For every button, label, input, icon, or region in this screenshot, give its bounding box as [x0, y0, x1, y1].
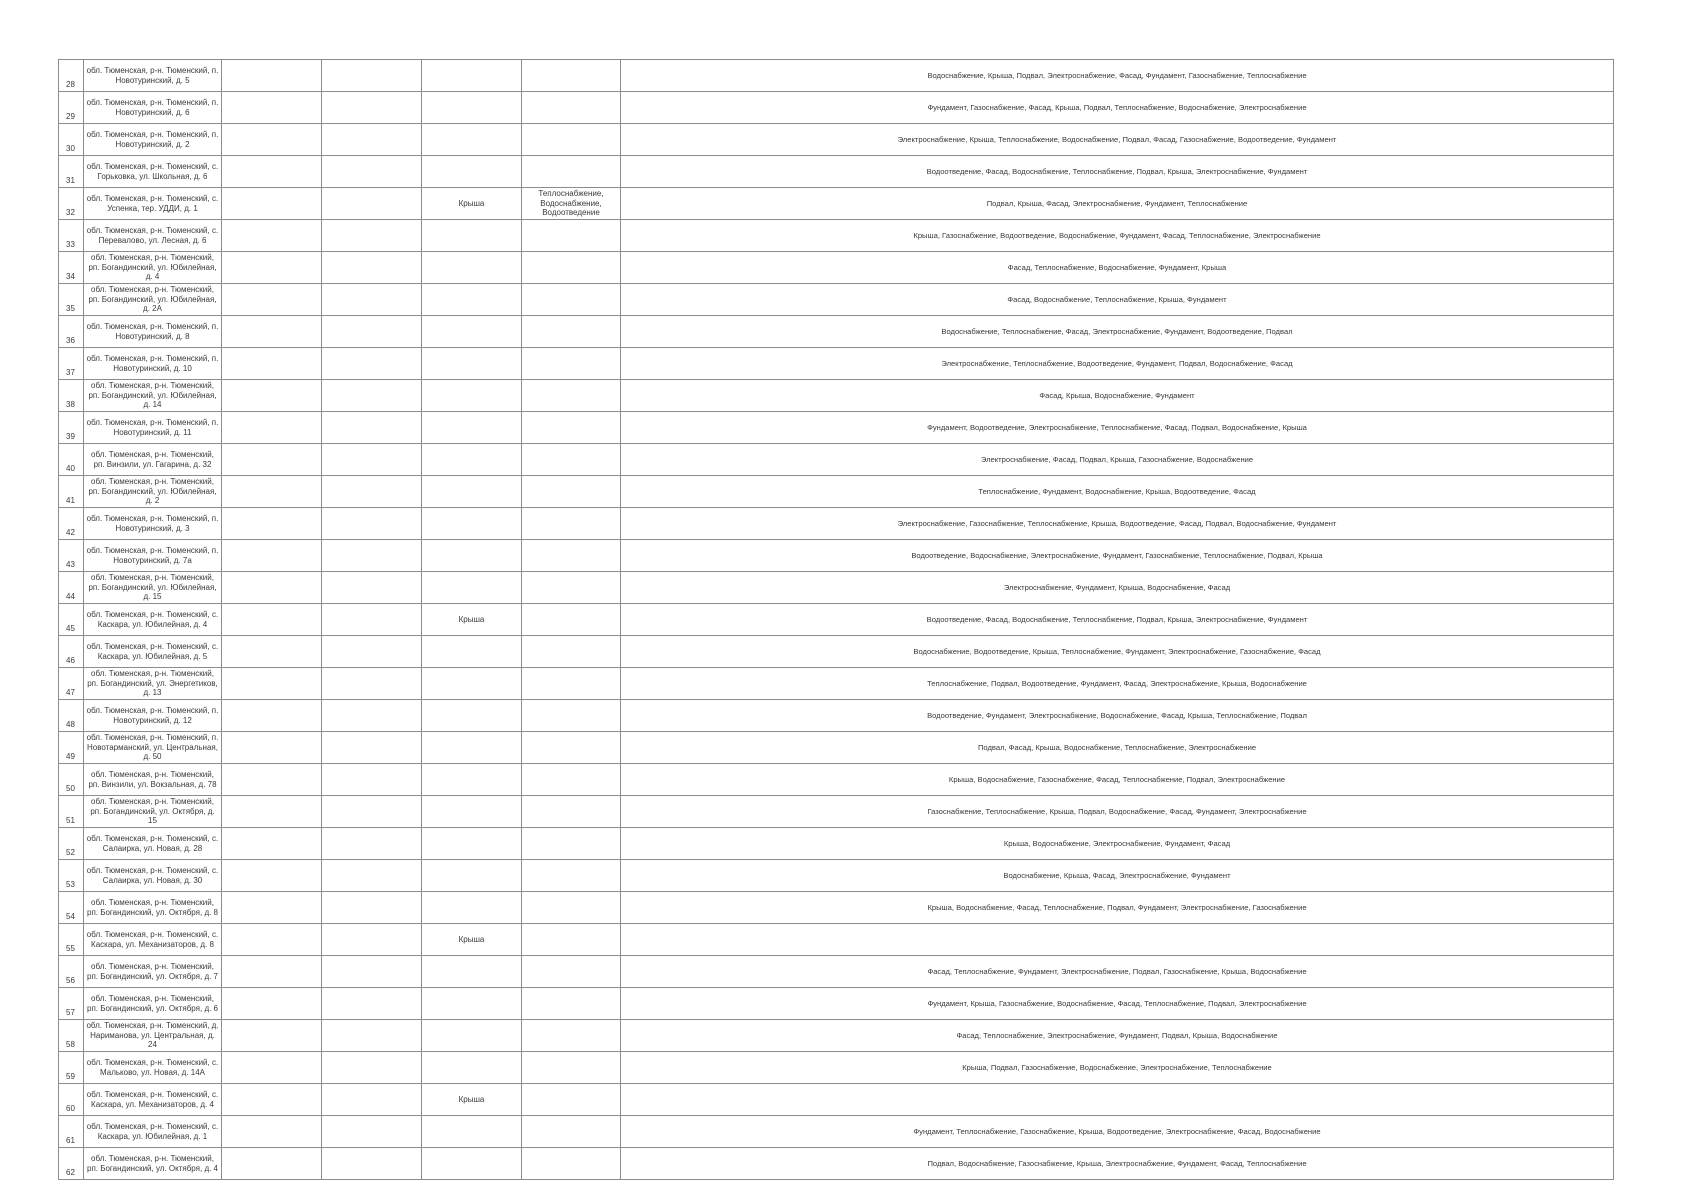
- column-4-cell: [322, 700, 422, 732]
- address-cell: обл. Тюменская, р-н. Тюменский, с. Салаирка, ул. Новая, д. 30: [84, 860, 222, 892]
- column-4-cell: [322, 540, 422, 572]
- column-6-cell: [522, 604, 621, 636]
- column-3-cell: [222, 1020, 322, 1052]
- column-5-cell: [422, 1148, 522, 1180]
- address-cell: обл. Тюменская, р-н. Тюменский, рп. Богандинский, ул. Юбилейная, д. 4: [84, 252, 222, 284]
- table-row: [59, 796, 1614, 828]
- works-cell: Электроснабжение, Фундамент, Крыша, Водоснабжение, Фасад: [621, 572, 1614, 604]
- row-number: 31: [59, 156, 84, 188]
- works-cell: Крыша, Водоснабжение, Фасад, Теплоснабжение, Подвал, Фундамент, Электроснабжение, Газоснабжение: [621, 892, 1614, 924]
- column-5-cell: [422, 796, 522, 828]
- column-5-cell: Крыша: [422, 1084, 522, 1116]
- column-5-cell: Крыша: [422, 604, 522, 636]
- row-number: 47: [59, 668, 84, 700]
- column-5-cell: [422, 508, 522, 540]
- row-number: 40: [59, 444, 84, 476]
- column-3-cell: [222, 572, 322, 604]
- address-cell: обл. Тюменская, р-н. Тюменский, п. Новотуринский, д. 3: [84, 508, 222, 540]
- table-row: [59, 316, 1614, 348]
- works-cell: Теплоснабжение, Подвал, Водоотведение, Фундамент, Фасад, Электроснабжение, Крыша, Водоснабжение: [621, 668, 1614, 700]
- row-number: 38: [59, 380, 84, 412]
- works-cell: Крыша, Подвал, Газоснабжение, Водоснабжение, Электроснабжение, Теплоснабжение: [621, 1052, 1614, 1084]
- address-cell: обл. Тюменская, р-н. Тюменский, п. Новотуринский, д. 5: [84, 60, 222, 92]
- column-6-cell: [522, 540, 621, 572]
- works-cell: Фасад, Водоснабжение, Теплоснабжение, Крыша, Фундамент: [621, 284, 1614, 316]
- address-cell: обл. Тюменская, р-н. Тюменский, с. Каскара, ул. Механизаторов, д. 8: [84, 924, 222, 956]
- row-number: 36: [59, 316, 84, 348]
- column-3-cell: [222, 956, 322, 988]
- table-row: [59, 700, 1614, 732]
- works-cell: Газоснабжение, Теплоснабжение, Крыша, Подвал, Водоснабжение, Фасад, Фундамент, Электроснабжение: [621, 796, 1614, 828]
- works-cell: Водоснабжение, Крыша, Подвал, Электроснабжение, Фасад, Фундамент, Газоснабжение, Теплоснабжение: [621, 60, 1614, 92]
- column-4-cell: [322, 1020, 422, 1052]
- row-number: 59: [59, 1052, 84, 1084]
- column-3-cell: [222, 220, 322, 252]
- column-3-cell: [222, 988, 322, 1020]
- column-4-cell: [322, 412, 422, 444]
- column-3-cell: [222, 860, 322, 892]
- column-5-cell: Крыша: [422, 924, 522, 956]
- column-3-cell: [222, 156, 322, 188]
- row-number: 45: [59, 604, 84, 636]
- column-4-cell: [322, 668, 422, 700]
- column-6-cell: [522, 220, 621, 252]
- row-number: 32: [59, 188, 84, 220]
- column-6-cell: [522, 476, 621, 508]
- address-cell: обл. Тюменская, р-н. Тюменский, рп. Богандинский, ул. Юбилейная, д. 2: [84, 476, 222, 508]
- column-5-cell: [422, 380, 522, 412]
- address-cell: обл. Тюменская, р-н. Тюменский, п. Новотуринский, д. 12: [84, 700, 222, 732]
- column-3-cell: [222, 284, 322, 316]
- column-5-cell: [422, 636, 522, 668]
- column-4-cell: [322, 572, 422, 604]
- column-5-cell: [422, 1116, 522, 1148]
- column-5-cell: [422, 348, 522, 380]
- column-4-cell: [322, 188, 422, 220]
- column-5-cell: [422, 1020, 522, 1052]
- column-3-cell: [222, 796, 322, 828]
- column-5-cell: [422, 668, 522, 700]
- column-6-cell: [522, 924, 621, 956]
- address-cell: обл. Тюменская, р-н. Тюменский, с. Каскара, ул. Механизаторов, д. 4: [84, 1084, 222, 1116]
- table-row: [59, 604, 1614, 636]
- column-6-cell: [522, 156, 621, 188]
- column-4-cell: [322, 476, 422, 508]
- table-row: [59, 1052, 1614, 1084]
- table-row: [59, 764, 1614, 796]
- row-number: 44: [59, 572, 84, 604]
- column-4-cell: [322, 764, 422, 796]
- column-5-cell: [422, 764, 522, 796]
- column-4-cell: [322, 316, 422, 348]
- address-cell: обл. Тюменская, р-н. Тюменский, рп. Богандинский, ул. Юбилейная, д. 14: [84, 380, 222, 412]
- works-cell: Водоснабжение, Водоотведение, Крыша, Теплоснабжение, Фундамент, Электроснабжение, Газоснабжение, Фасад: [621, 636, 1614, 668]
- table-row: [59, 92, 1614, 124]
- column-5-cell: [422, 92, 522, 124]
- column-4-cell: [322, 220, 422, 252]
- address-cell: обл. Тюменская, р-н. Тюменский, рп. Винзили, ул. Вокзальная, д. 78: [84, 764, 222, 796]
- works-cell: Фундамент, Водоотведение, Электроснабжение, Теплоснабжение, Фасад, Подвал, Водоснабжение, Крыша: [621, 412, 1614, 444]
- row-number: 37: [59, 348, 84, 380]
- column-3-cell: [222, 252, 322, 284]
- table-row: [59, 284, 1614, 316]
- table-row: [59, 1084, 1614, 1116]
- column-5-cell: [422, 284, 522, 316]
- column-5-cell: [422, 156, 522, 188]
- row-number: 39: [59, 412, 84, 444]
- works-cell: Крыша, Водоснабжение, Газоснабжение, Фасад, Теплоснабжение, Подвал, Электроснабжение: [621, 764, 1614, 796]
- column-4-cell: [322, 508, 422, 540]
- column-3-cell: [222, 380, 322, 412]
- column-4-cell: [322, 732, 422, 764]
- column-5-cell: [422, 956, 522, 988]
- table-row: [59, 60, 1614, 92]
- column-4-cell: [322, 156, 422, 188]
- column-4-cell: [322, 796, 422, 828]
- column-3-cell: [222, 316, 322, 348]
- column-4-cell: [322, 1052, 422, 1084]
- works-cell: Водоснабжение, Теплоснабжение, Фасад, Электроснабжение, Фундамент, Водоотведение, Подвал: [621, 316, 1614, 348]
- row-number: 46: [59, 636, 84, 668]
- column-3-cell: [222, 668, 322, 700]
- column-3-cell: [222, 412, 322, 444]
- column-3-cell: [222, 444, 322, 476]
- address-cell: обл. Тюменская, р-н. Тюменский, рп. Богандинский, ул. Октября, д. 4: [84, 1148, 222, 1180]
- row-number: 28: [59, 60, 84, 92]
- column-4-cell: [322, 348, 422, 380]
- column-4-cell: [322, 60, 422, 92]
- column-5-cell: [422, 220, 522, 252]
- column-5-cell: [422, 476, 522, 508]
- table-row: [59, 668, 1614, 700]
- table-row: [59, 188, 1614, 220]
- works-cell: Фундамент, Крыша, Газоснабжение, Водоснабжение, Фасад, Теплоснабжение, Подвал, Электроснабжение: [621, 988, 1614, 1020]
- address-cell: обл. Тюменская, р-н. Тюменский, рп. Богандинский, ул. Энергетиков, д. 13: [84, 668, 222, 700]
- table-row: [59, 860, 1614, 892]
- address-cell: обл. Тюменская, р-н. Тюменский, п. Новотуринский, д. 2: [84, 124, 222, 156]
- works-cell: Электроснабжение, Теплоснабжение, Водоотведение, Фундамент, Подвал, Водоснабжение, Фасад: [621, 348, 1614, 380]
- works-cell: Теплоснабжение, Фундамент, Водоснабжение, Крыша, Водоотведение, Фасад: [621, 476, 1614, 508]
- works-cell: Водоотведение, Фасад, Водоснабжение, Теплоснабжение, Подвал, Крыша, Электроснабжение, Фундамент: [621, 156, 1614, 188]
- column-5-cell: [422, 1052, 522, 1084]
- address-cell: обл. Тюменская, р-н. Тюменский, рп. Богандинский, ул. Юбилейная, д. 15: [84, 572, 222, 604]
- address-cell: обл. Тюменская, р-н. Тюменский, рп. Богандинский, ул. Октября, д. 7: [84, 956, 222, 988]
- column-6-cell: [522, 412, 621, 444]
- column-4-cell: [322, 636, 422, 668]
- column-5-cell: [422, 892, 522, 924]
- row-number: 42: [59, 508, 84, 540]
- works-cell: Фундамент, Теплоснабжение, Газоснабжение, Крыша, Водоотведение, Электроснабжение, Фасад, Водоснабжение: [621, 1116, 1614, 1148]
- column-4-cell: [322, 252, 422, 284]
- column-3-cell: [222, 124, 322, 156]
- row-number: 53: [59, 860, 84, 892]
- works-cell: Фасад, Теплоснабжение, Электроснабжение, Фундамент, Подвал, Крыша, Водоснабжение: [621, 1020, 1614, 1052]
- address-cell: обл. Тюменская, р-н. Тюменский, с. Перевалово, ул. Лесная, д. 6: [84, 220, 222, 252]
- column-6-cell: [522, 124, 621, 156]
- address-cell: обл. Тюменская, р-н. Тюменский, с. Каскара, ул. Юбилейная, д. 4: [84, 604, 222, 636]
- table-row: [59, 1116, 1614, 1148]
- column-6-cell: [522, 700, 621, 732]
- row-number: 30: [59, 124, 84, 156]
- works-cell: Фасад, Теплоснабжение, Фундамент, Электроснабжение, Подвал, Газоснабжение, Крыша, Водоснабжение: [621, 956, 1614, 988]
- column-4-cell: [322, 892, 422, 924]
- table-row: [59, 988, 1614, 1020]
- address-cell: обл. Тюменская, р-н. Тюменский, п. Новотарманский, ул. Центральная, д. 50: [84, 732, 222, 764]
- row-number: 43: [59, 540, 84, 572]
- row-number: 61: [59, 1116, 84, 1148]
- table-row: [59, 252, 1614, 284]
- column-4-cell: [322, 1084, 422, 1116]
- address-cell: обл. Тюменская, р-н. Тюменский, с. Мальково, ул. Новая, д. 14А: [84, 1052, 222, 1084]
- works-cell: [621, 1084, 1614, 1116]
- column-5-cell: [422, 988, 522, 1020]
- column-6-cell: [522, 1148, 621, 1180]
- works-cell: Водоснабжение, Крыша, Фасад, Электроснабжение, Фундамент: [621, 860, 1614, 892]
- column-6-cell: [522, 1084, 621, 1116]
- column-4-cell: [322, 988, 422, 1020]
- column-5-cell: [422, 252, 522, 284]
- column-6-cell: [522, 732, 621, 764]
- column-6-cell: [522, 284, 621, 316]
- works-cell: Подвал, Фасад, Крыша, Водоснабжение, Теплоснабжение, Электроснабжение: [621, 732, 1614, 764]
- column-3-cell: [222, 540, 322, 572]
- row-number: 56: [59, 956, 84, 988]
- column-3-cell: [222, 828, 322, 860]
- column-4-cell: [322, 924, 422, 956]
- column-3-cell: [222, 1084, 322, 1116]
- column-4-cell: [322, 92, 422, 124]
- address-cell: обл. Тюменская, р-н. Тюменский, с. Успенка, тер. УДДИ, д. 1: [84, 188, 222, 220]
- column-5-cell: [422, 700, 522, 732]
- column-3-cell: [222, 476, 322, 508]
- table-row: [59, 348, 1614, 380]
- column-6-cell: [522, 668, 621, 700]
- address-cell: обл. Тюменская, р-н. Тюменский, п. Новотуринский, д. 7а: [84, 540, 222, 572]
- column-5-cell: [422, 316, 522, 348]
- column-6-cell: [522, 988, 621, 1020]
- column-3-cell: [222, 732, 322, 764]
- row-number: 49: [59, 732, 84, 764]
- address-cell: обл. Тюменская, р-н. Тюменский, рп. Богандинский, ул. Октября, д. 6: [84, 988, 222, 1020]
- column-4-cell: [322, 828, 422, 860]
- column-6-cell: [522, 380, 621, 412]
- column-5-cell: [422, 828, 522, 860]
- table-row: [59, 540, 1614, 572]
- column-3-cell: [222, 604, 322, 636]
- works-cell: Крыша, Газоснабжение, Водоотведение, Водоснабжение, Фундамент, Фасад, Теплоснабжение, Электроснабжение: [621, 220, 1614, 252]
- address-cell: обл. Тюменская, р-н. Тюменский, с. Каскара, ул. Юбилейная, д. 1: [84, 1116, 222, 1148]
- column-6-cell: [522, 764, 621, 796]
- row-number: 62: [59, 1148, 84, 1180]
- column-6-cell: Теплоснабжение, Водоснабжение, Водоотведение: [522, 188, 621, 220]
- column-4-cell: [322, 284, 422, 316]
- row-number: 48: [59, 700, 84, 732]
- table-row: [59, 380, 1614, 412]
- column-4-cell: [322, 380, 422, 412]
- table-row: [59, 156, 1614, 188]
- column-3-cell: [222, 892, 322, 924]
- table-row: [59, 732, 1614, 764]
- row-number: 57: [59, 988, 84, 1020]
- column-6-cell: [522, 252, 621, 284]
- column-6-cell: [522, 828, 621, 860]
- works-cell: Фундамент, Газоснабжение, Фасад, Крыша, Подвал, Теплоснабжение, Водоснабжение, Электроснабжение: [621, 92, 1614, 124]
- column-3-cell: [222, 764, 322, 796]
- column-3-cell: [222, 1148, 322, 1180]
- column-6-cell: [522, 1052, 621, 1084]
- table-row: [59, 412, 1614, 444]
- table-row: [59, 572, 1614, 604]
- column-5-cell: [422, 860, 522, 892]
- column-5-cell: [422, 412, 522, 444]
- table-row: [59, 124, 1614, 156]
- row-number: 33: [59, 220, 84, 252]
- column-4-cell: [322, 860, 422, 892]
- address-cell: обл. Тюменская, р-н. Тюменский, рп. Богандинский, ул. Октября, д. 8: [84, 892, 222, 924]
- row-number: 35: [59, 284, 84, 316]
- column-6-cell: [522, 60, 621, 92]
- column-3-cell: [222, 92, 322, 124]
- column-4-cell: [322, 956, 422, 988]
- column-3-cell: [222, 508, 322, 540]
- works-cell: Электроснабжение, Крыша, Теплоснабжение, Водоснабжение, Подвал, Фасад, Газоснабжение, Водоотведение, Фундамент: [621, 124, 1614, 156]
- column-4-cell: [322, 124, 422, 156]
- table-row: [59, 1148, 1614, 1180]
- table-row: [59, 636, 1614, 668]
- address-cell: обл. Тюменская, р-н. Тюменский, п. Новотуринский, д. 8: [84, 316, 222, 348]
- column-6-cell: [522, 956, 621, 988]
- address-cell: обл. Тюменская, р-н. Тюменский, рп. Винзили, ул. Гагарина, д. 32: [84, 444, 222, 476]
- row-number: 58: [59, 1020, 84, 1052]
- column-6-cell: [522, 348, 621, 380]
- column-6-cell: [522, 796, 621, 828]
- column-6-cell: [522, 508, 621, 540]
- row-number: 50: [59, 764, 84, 796]
- works-cell: Водоотведение, Водоснабжение, Электроснабжение, Фундамент, Газоснабжение, Теплоснабжение, Подвал, Крыша: [621, 540, 1614, 572]
- table-row: [59, 508, 1614, 540]
- works-cell: Водоотведение, Фундамент, Электроснабжение, Водоснабжение, Фасад, Крыша, Теплоснабжение, Подвал: [621, 700, 1614, 732]
- address-cell: обл. Тюменская, р-н. Тюменский, с. Каскара, ул. Юбилейная, д. 5: [84, 636, 222, 668]
- column-6-cell: [522, 892, 621, 924]
- address-cell: обл. Тюменская, р-н. Тюменский, п. Новотуринский, д. 6: [84, 92, 222, 124]
- column-6-cell: [522, 636, 621, 668]
- column-3-cell: [222, 60, 322, 92]
- works-cell: [621, 924, 1614, 956]
- address-cell: обл. Тюменская, р-н. Тюменский, рп. Богандинский, ул. Юбилейная, д. 2А: [84, 284, 222, 316]
- column-5-cell: [422, 444, 522, 476]
- address-cell: обл. Тюменская, р-н. Тюменский, п. Новотуринский, д. 11: [84, 412, 222, 444]
- row-number: 41: [59, 476, 84, 508]
- column-6-cell: [522, 444, 621, 476]
- table-row: [59, 924, 1614, 956]
- column-5-cell: Крыша: [422, 188, 522, 220]
- column-5-cell: [422, 540, 522, 572]
- row-number: 34: [59, 252, 84, 284]
- table-row: [59, 828, 1614, 860]
- column-5-cell: [422, 124, 522, 156]
- column-5-cell: [422, 572, 522, 604]
- column-5-cell: [422, 60, 522, 92]
- works-cell: Крыша, Водоснабжение, Электроснабжение, Фундамент, Фасад: [621, 828, 1614, 860]
- column-4-cell: [322, 444, 422, 476]
- address-cell: обл. Тюменская, р-н. Тюменский, с. Горьковка, ул. Школьная, д. 6: [84, 156, 222, 188]
- address-cell: обл. Тюменская, р-н. Тюменский, рп. Богандинский, ул. Октября, д. 15: [84, 796, 222, 828]
- works-cell: Электроснабжение, Газоснабжение, Теплоснабжение, Крыша, Водоотведение, Фасад, Подвал, Водоснабжение, Фундамент: [621, 508, 1614, 540]
- column-3-cell: [222, 348, 322, 380]
- column-4-cell: [322, 604, 422, 636]
- column-5-cell: [422, 732, 522, 764]
- table-row: [59, 956, 1614, 988]
- works-cell: Фасад, Крыша, Водоснабжение, Фундамент: [621, 380, 1614, 412]
- works-cell: Фасад, Теплоснабжение, Водоснабжение, Фундамент, Крыша: [621, 252, 1614, 284]
- column-3-cell: [222, 1116, 322, 1148]
- column-3-cell: [222, 1052, 322, 1084]
- row-number: 54: [59, 892, 84, 924]
- houses-table: [58, 59, 1614, 1180]
- address-cell: обл. Тюменская, р-н. Тюменский, д. Нариманова, ул. Центральная, д. 24: [84, 1020, 222, 1052]
- row-number: 55: [59, 924, 84, 956]
- works-cell: Подвал, Крыша, Фасад, Электроснабжение, Фундамент, Теплоснабжение: [621, 188, 1614, 220]
- column-6-cell: [522, 1116, 621, 1148]
- column-4-cell: [322, 1116, 422, 1148]
- address-cell: обл. Тюменская, р-н. Тюменский, с. Салаирка, ул. Новая, д. 28: [84, 828, 222, 860]
- works-cell: Водоотведение, Фасад, Водоснабжение, Теплоснабжение, Подвал, Крыша, Электроснабжение, Фундамент: [621, 604, 1614, 636]
- table-row: [59, 892, 1614, 924]
- column-6-cell: [522, 316, 621, 348]
- table-row: [59, 444, 1614, 476]
- row-number: 29: [59, 92, 84, 124]
- works-cell: Электроснабжение, Фасад, Подвал, Крыша, Газоснабжение, Водоснабжение: [621, 444, 1614, 476]
- column-6-cell: [522, 860, 621, 892]
- column-6-cell: [522, 92, 621, 124]
- table-body: [59, 60, 1614, 1180]
- column-3-cell: [222, 700, 322, 732]
- column-3-cell: [222, 188, 322, 220]
- column-6-cell: [522, 1020, 621, 1052]
- column-3-cell: [222, 636, 322, 668]
- table-row: [59, 476, 1614, 508]
- column-4-cell: [322, 1148, 422, 1180]
- column-6-cell: [522, 572, 621, 604]
- address-cell: обл. Тюменская, р-н. Тюменский, п. Новотуринский, д. 10: [84, 348, 222, 380]
- row-number: 52: [59, 828, 84, 860]
- row-number: 51: [59, 796, 84, 828]
- works-cell: Подвал, Водоснабжение, Газоснабжение, Крыша, Электроснабжение, Фундамент, Фасад, Теплоснабжение: [621, 1148, 1614, 1180]
- column-3-cell: [222, 924, 322, 956]
- table-row: [59, 1020, 1614, 1052]
- row-number: 60: [59, 1084, 84, 1116]
- table-row: [59, 220, 1614, 252]
